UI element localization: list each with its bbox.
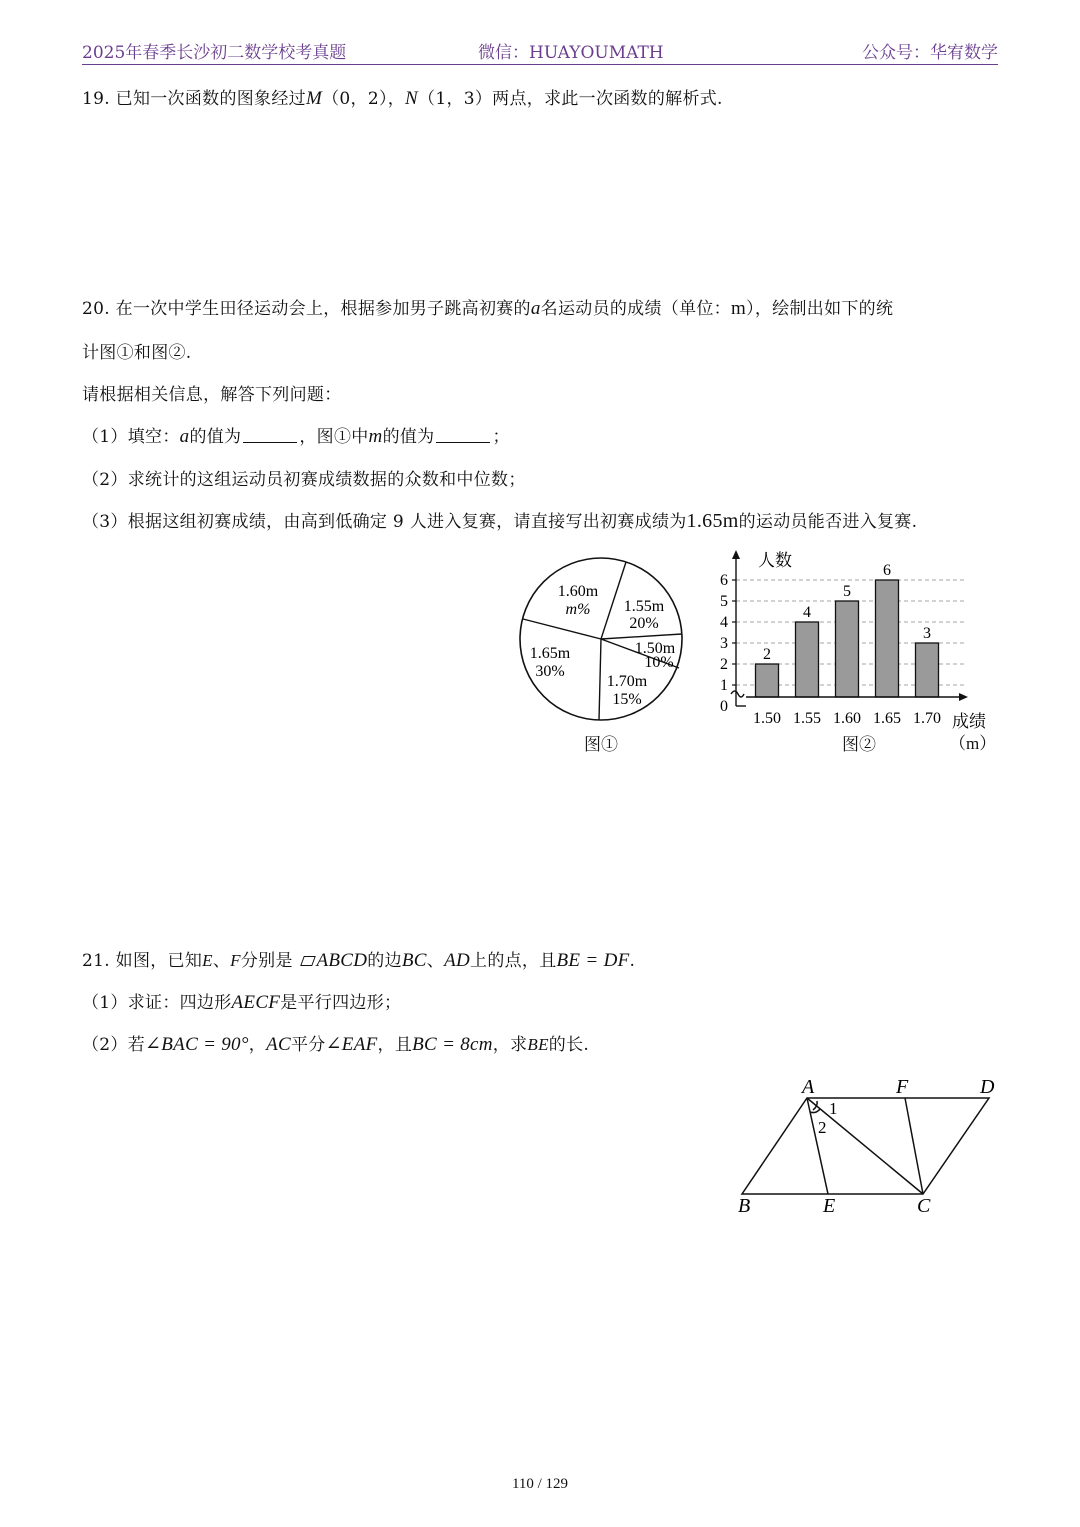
pie-slice-pct: 30% (535, 663, 565, 680)
q21-line-1 (82, 946, 635, 972)
q20-p1-var-a: a (179, 426, 190, 447)
x-axis-arrow (959, 693, 968, 701)
y-axis-title: 人数 (758, 551, 792, 570)
header-right: 公众号：华宥数学 (862, 43, 998, 63)
q21-text-2: 分别是 (240, 951, 293, 971)
q19-var-n: N (405, 88, 419, 109)
q20-part-3 (82, 507, 917, 533)
point-label-a: A (802, 1076, 815, 1098)
q21-part-2 (82, 1030, 589, 1056)
q19-line (82, 84, 723, 110)
q20-text-3: ），绘制出如下的统 (746, 299, 894, 319)
q20-text-1: 在一次中学生田径运动会上，根据参加男子跳高初赛的 (115, 299, 531, 319)
q20-part-1 (82, 422, 510, 448)
answer-blank-m[interactable] (436, 428, 490, 443)
bar (876, 580, 899, 697)
y-tick-label: 4 (720, 614, 728, 631)
parallelogram-figure (730, 1072, 1010, 1222)
x-tick-label: 1.65 (873, 710, 901, 727)
bar (836, 601, 859, 697)
q21-bc: BC (401, 950, 427, 971)
q21-p2-ac: AC (266, 1034, 291, 1055)
bar-chart (712, 545, 1002, 735)
q21-part-1 (82, 988, 401, 1014)
x-tick-label: 1.60 (833, 710, 861, 727)
q20-part-2: （2）求统计的这组运动员初赛成绩数据的众数和中位数； (82, 470, 526, 490)
q21-p2-text-b: ， (248, 1035, 267, 1055)
x-tick-label: 1.55 (793, 710, 821, 727)
header-center: 微信：HUAYOUMATH (478, 43, 664, 63)
q20-p3-value: 1.65m (686, 510, 739, 532)
point-label-e: E (823, 1195, 836, 1217)
q20-p1-text-a: （1）填空： (82, 427, 180, 447)
q21-var-e: E (202, 951, 213, 970)
q20-line-2: 计图①和图②. (82, 343, 192, 363)
header-left: 2025年春季长沙初二数学校考真题 (82, 43, 347, 63)
page-number: 110 / 129 (511, 1476, 569, 1492)
y-tick-label: 6 (720, 572, 728, 589)
x-tick-label: 1.70 (913, 710, 941, 727)
pie-slice-label: 1.55m (623, 598, 665, 615)
q20-var-a: a (530, 298, 541, 319)
q21-sep-2: 、 (426, 951, 445, 971)
q21-p1-text-a: （1）求证：四边形 (82, 993, 232, 1013)
q19-var-m: M (305, 88, 323, 109)
y-tick-label: 0 (720, 698, 728, 715)
axis-break-icon (731, 691, 744, 697)
angle-label-2: 2 (818, 1118, 827, 1137)
bar-value-label: 4 (803, 604, 811, 621)
parallelogram-icon (301, 956, 317, 966)
bar (916, 643, 939, 697)
answer-blank-a[interactable] (243, 428, 297, 443)
bar (756, 664, 779, 697)
q21-text-4: 上的点，且 (470, 951, 557, 971)
bar (796, 622, 819, 697)
x-axis-unit: （m） (949, 734, 997, 753)
q21-p2-bc: BC = 8cm (412, 1034, 493, 1055)
q19-text-1: 已知一次函数的图象经过 (115, 89, 306, 109)
angle-label-1: 1 (829, 1099, 838, 1118)
q21-abcd: ABCD (316, 950, 368, 971)
y-tick-label: 1 (720, 677, 728, 694)
q20-number: 20. (82, 299, 110, 319)
pie-slice-pct: m% (565, 601, 591, 618)
pie-divider-4 (599, 639, 601, 720)
q21-sep-1: 、 (212, 951, 231, 971)
header-rule (82, 64, 998, 65)
q20-p1-var-m: m (368, 426, 383, 447)
pie-slice-label: 1.60m (557, 583, 599, 600)
pie-slice-pct: 15% (612, 691, 642, 708)
bar-value-label: 5 (843, 583, 851, 600)
y-axis-arrow (732, 550, 740, 559)
q21-p2-text-a: （2）若 (82, 1035, 146, 1055)
q20-text-2: 名运动员的成绩（单位： (540, 299, 731, 319)
q20-p3-text-b: 的运动员能否进入复赛. (738, 512, 918, 532)
q20-line-1 (82, 294, 893, 320)
bar-value-label: 3 (923, 625, 931, 642)
y-tick-label: 3 (720, 635, 728, 652)
q21-p1-text-b: 是平行四边形； (280, 993, 402, 1013)
q19-text-2: （0，2）， (322, 89, 406, 109)
pie-slice-label: 1.65m (529, 645, 571, 662)
pie-chart (510, 552, 700, 727)
q20-p1-text-e: ； (492, 427, 510, 447)
pie-caption: 图① (584, 735, 618, 755)
q21-p2-angle-eaf: ∠EAF (325, 1034, 378, 1055)
y-tick-label: 5 (720, 593, 728, 610)
bar-value-label: 2 (763, 646, 771, 663)
pie-divider-5 (523, 619, 601, 639)
q21-equation: BE = DF (556, 950, 630, 971)
q21-p2-angle-bac: ∠BAC = 90° (145, 1034, 249, 1055)
y-tick-label: 2 (720, 656, 728, 673)
q21-p2-be: BE (527, 1035, 549, 1054)
segment-fc (905, 1098, 923, 1194)
q21-p2-text-f: 的长. (548, 1035, 590, 1055)
q21-p2-text-d: ，且 (377, 1035, 413, 1055)
q21-p2-text-e: ，求 (492, 1035, 528, 1055)
bar-value-label: 6 (883, 562, 891, 579)
q21-p2-text-c: 平分 (290, 1035, 326, 1055)
q19-number: 19. (82, 89, 110, 109)
q21-text-3: 的边 (367, 951, 402, 971)
point-label-d: D (980, 1076, 995, 1098)
q21-number: 21. (82, 951, 110, 971)
q20-line-3: 请根据相关信息，解答下列问题： (82, 385, 342, 405)
point-label-f: F (896, 1076, 909, 1098)
pie-divider-2 (601, 634, 682, 639)
x-tick-label: 1.50 (753, 710, 781, 727)
q20-p1-text-d: 的值为 (382, 427, 435, 447)
x-axis-title: 成绩 (952, 712, 986, 731)
point-label-c: C (917, 1195, 931, 1217)
pie-slice-pct: 10% (644, 654, 674, 671)
q20-unit: m (730, 298, 747, 319)
q21-ad: AD (444, 950, 471, 971)
pie-slice-pct: 20% (629, 615, 659, 632)
q21-var-f: F (230, 951, 241, 970)
pie-divider-1 (601, 562, 626, 639)
pie-slice-label: 1.50m (634, 640, 676, 657)
q21-text-5: . (629, 951, 636, 971)
q20-p1-text-b: 的值为 (189, 427, 242, 447)
point-label-b: B (738, 1195, 751, 1217)
q19-text-3: （1，3）两点，求此一次函数的解析式. (418, 89, 723, 109)
q20-p3-text-a: （3）根据这组初赛成绩，由高到低确定 9 人进入复赛，请直接写出初赛成绩为 (82, 512, 687, 532)
q21-p1-shape: AECF (231, 992, 281, 1013)
angle-arc-2 (810, 1109, 820, 1113)
pie-slice-label: 1.70m (606, 673, 648, 690)
q20-p1-text-c: ，图①中 (299, 427, 369, 447)
q21-text-1: 如图，已知 (115, 951, 203, 971)
bar-caption: 图② (842, 735, 876, 755)
